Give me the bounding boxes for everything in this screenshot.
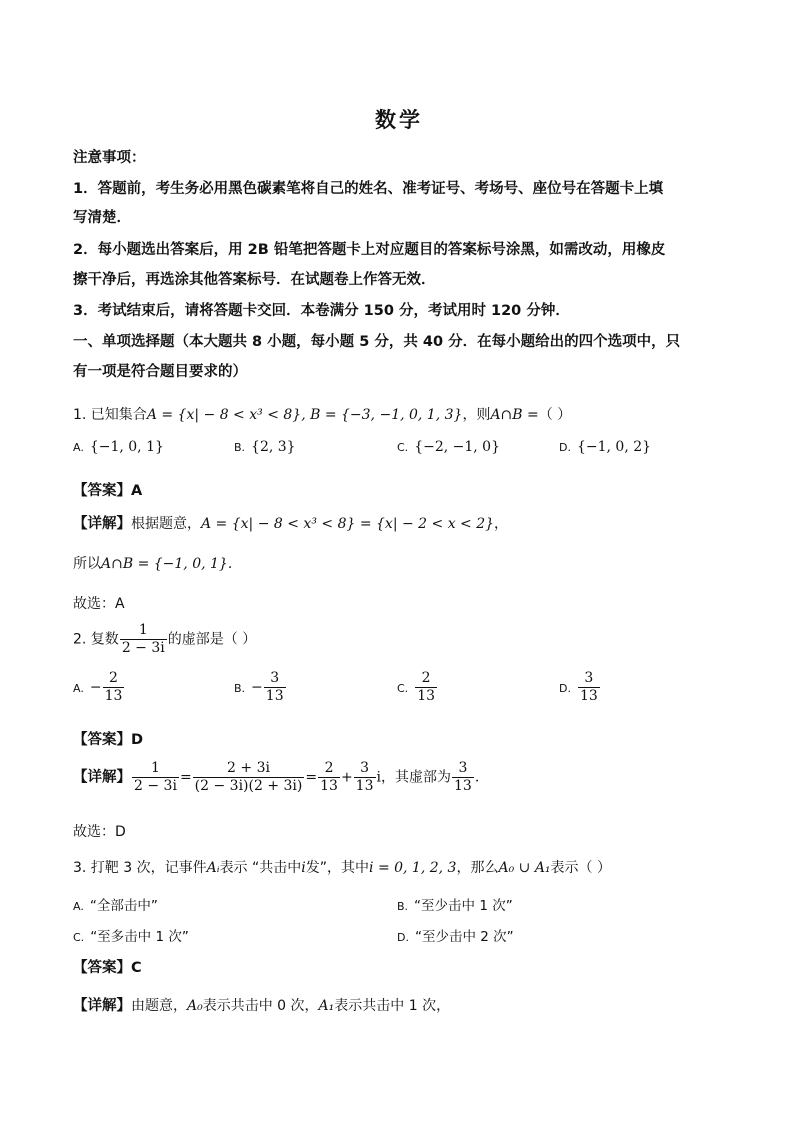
answer-line: 【答案】D	[73, 732, 144, 748]
question-lead: 1. 已知集合	[73, 407, 147, 423]
option-a: A. {−1, 0, 1}	[73, 439, 164, 455]
section-heading: 一、单项选择题（本大题共 8 小题，每小题 5 分，共 40 分．在每小题给出的四个选项中，只	[73, 334, 681, 350]
text: ，则	[462, 407, 491, 423]
option-c: C. {−2, −1, 0}	[397, 439, 500, 455]
option-b: B. − $\frac{3}{13}$	[234, 670, 284, 704]
notice-line: 2．每小题选出答案后，用 2B 铅笔把答题卡上对应题目的答案标号涂黑，如需改动，用橡皮	[73, 242, 666, 258]
notice-line: 擦干净后，再选涂其他答案标号．在试题卷上作答无效．	[73, 272, 436, 288]
notice-line: 写清楚．	[73, 210, 131, 226]
choose-line: 故选：A	[73, 596, 125, 612]
section-heading-cont: 有一项是符合题目要求的）	[73, 364, 247, 380]
option-a: A. “全部击中”	[73, 898, 158, 914]
choose-line: 故选：D	[73, 824, 126, 840]
question-3-stem: 3. 打靶 3 次，记事件Aᵢ表示 “共击中i发”，其中i = 0, 1, 2, 3，那么A₀ ∪ A₁表示（ ）	[73, 860, 611, 876]
math-intersection: A∩B =	[490, 407, 539, 423]
conclusion-line: 所以A∩B = {−1, 0, 1}.	[73, 556, 233, 572]
option-c: C. $\frac{2}{13}$	[397, 670, 436, 704]
notice-line: 1．答题前，考生务必用黑色碳素笔将自己的姓名、准考证号、考场号、座位号在答题卡上填	[73, 181, 664, 197]
fraction: $\frac{1}{2 - 3i}$	[121, 622, 165, 656]
option-a: A. − $\frac{2}{13}$	[73, 670, 123, 704]
answer-line: 【答案】A	[73, 483, 143, 499]
option-d: D. $\frac{3}{13}$	[559, 670, 598, 704]
math-sets: A = {x| − 8 < x³ < 8}, B = {−3, −1, 0, 1, 3}	[146, 407, 463, 423]
option-d: D. “至少击中 2 次”	[397, 929, 514, 945]
detail-line: 【详解】 $\frac{1}{2 - 3i}$ = $\frac{2 + 3i}{(2 - 3i)(2 + 3i)}$ = $\frac{2}{13}$ + $\frac{3}{13}$ i，其虚部为 $\frac{3}{13}$ .	[73, 760, 480, 794]
option-b: B. “至少击中 1 次”	[397, 898, 513, 914]
question-1-stem	[73, 404, 571, 424]
option-d: D. {−1, 0, 2}	[559, 439, 652, 455]
answer-line: 【答案】C	[73, 960, 142, 976]
detail-line: 【详解】根据题意，A = {x| − 8 < x³ < 8} = {x| − 2 < x < 2}，	[73, 516, 509, 532]
answer-paren: （ ）	[538, 407, 572, 423]
notice-heading: 注意事项：	[73, 150, 146, 166]
option-c: C. “至多击中 1 次”	[73, 929, 189, 945]
detail-line: 【详解】由题意，A₀表示共击中 0 次，A₁表示共击中 1 次，	[73, 998, 451, 1014]
option-b: B. {2, 3}	[234, 439, 296, 455]
page-title: 数学	[375, 108, 423, 132]
notice-line: 3．考试结束后，请将答题卡交回．本卷满分 150 分，考试用时 120 分钟．	[73, 303, 570, 319]
question-2-stem: 2. 复数 $\frac{1}{2 - 3i}$ 的虚部是（ ）	[73, 622, 257, 656]
math-detail: A = {x| − 8 < x³ < 8} = {x| − 2 < x < 2}	[201, 516, 495, 532]
